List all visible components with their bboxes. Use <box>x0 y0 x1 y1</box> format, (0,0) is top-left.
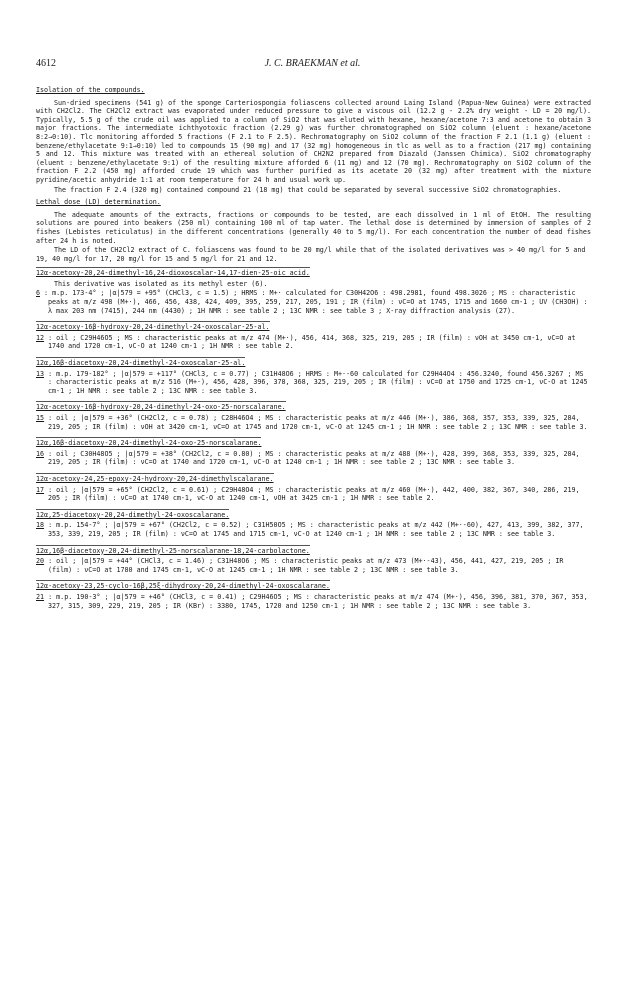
compound-properties: : oil ; C29H46O5 ; MS : characteristic peaks at m/z 474 (M+·), 456, 414, 368, 325, 219, 205 ; IR (film) : νOH at 3450 cm-1, νC=O at 1740 and 1720 cm-1, νC-O at 1240 cm-1 ; 1H NMR : see table 2. <box>44 333 576 351</box>
compound-properties: : oil ; C30H48O5 ; |α|579 = +38° (CH2Cl2, c = 0.80) ; MS : characteristic peaks at m/z 488 (M+·), 428, 399, 368, 353, 339, 325, 284, 219, 205 ; IR (film) : νC=O at 1740 and 1720 cm-1, νC-O at 1240 cm-1 ; 1H NMR : see table 2 ; 13C NMR : see table 3. <box>44 449 580 467</box>
lethal-paragraph-2: The LD of the CH2Cl2 extract of C. foliascens was found to be 20 mg/l while that of the isolated derivatives was > 40 mg/l for 5 and 19, 40 mg/l for 17, 20 mg/l for 15 and 5 mg/l for 21 and 12. <box>36 246 586 263</box>
section-heading-lethal-dose: Lethal dose (LD) determination. <box>36 198 161 207</box>
compound-data <box>36 593 591 610</box>
section-heading-isolation: Isolation of the compounds. <box>36 86 145 94</box>
compound-data <box>36 557 591 574</box>
compound-data <box>36 414 591 431</box>
page-header <box>36 58 589 72</box>
article-body <box>36 86 591 616</box>
compound-entry <box>36 267 591 315</box>
page-number: 4612 <box>36 58 56 69</box>
compound-entry <box>36 509 591 539</box>
compound-data <box>36 289 591 315</box>
compound-properties: : m.p. 173-4° ; |α|579 = +95° (CHCl3, c = 1.5) ; HRMS : M+· calculated for C30H42O6 : 498.2981, found 498.3026 ; MS : characteristic peaks at m/z 498 (M+·), 466, 456, 438, 424, 409, 395, 259, 217, 205, 191 ; IR (film) : νC=O at 1745, 1715 and 1660 cm-1 ; UV (CH3OH) : λ max 203 nm (7415), 244 nm (4430) ; 1H NMR : see table 2 ; 13C NMR : see table 3 ; X-ray diffraction analysis (27). <box>40 289 588 315</box>
compound-number: 21 <box>36 592 45 601</box>
compound-title: 12α,16β-diacetoxy-20,24-dimethyl-24-oxo-25-norscalarane. <box>36 439 262 448</box>
compound-properties: : m.p. 154-7° ; |α|579 = +67° (CH2Cl2, c = 0.52) ; C31H50O5 ; MS : characteristic peaks at m/z 442 (M+·-60), 427, 413, 399, 382, 377, 353, 339, 219, 205 ; IR (film) : νC=O at 1745 and 1715 cm-1, νC-O at 1240 cm-1 ; 1H NMR : see table 2 ; 13C NMR : see table 3. <box>44 521 584 538</box>
compound-entry <box>36 437 591 467</box>
compound-title: 12α,16β-diacetoxy-20,24-dimethyl-24-oxoscalar-25-al. <box>36 359 246 368</box>
compound-number: 15 <box>36 414 45 422</box>
compound-number: 18 <box>36 521 45 530</box>
compound-properties: : oil ; |α|579 = +36° (CH2Cl2, c = 0.78) ; C28H46O4 ; MS : characteristic peaks at m/z 446 (M+·), 386, 368, 357, 353, 339, 325, 284, 219, 205 ; IR (film) : νOH at 3420 cm-1, νC=O at 1745 and 1720 cm-1, νC-O at 1245 cm-1 ; 1H NMR : see table 2 ; 13C NMR : see table 3. <box>44 414 588 431</box>
compound-entry <box>36 357 591 395</box>
compound-data <box>36 450 591 467</box>
compound-title: 12α-acetoxy-16β-hydroxy-20,24-dimethyl-24-oxoscalar-25-al. <box>36 323 270 332</box>
compound-note: This derivative was isolated as its methyl ester (6). <box>54 279 268 288</box>
compound-data <box>36 370 591 396</box>
compound-data <box>36 334 591 351</box>
compound-title: 12α-acetoxy-20,24-dimethyl-16,24-dioxoscalar-14,17-dien-25-oic acid. <box>36 269 310 278</box>
compound-number: 6 <box>36 289 41 298</box>
compound-number: 16 <box>36 449 45 458</box>
isolation-paragraph-1: Sun-dried specimens (541 g) of the sponge Carteriospongia foliascens collected around Laing Island (Papua-New Guinea) were extracted with CH2Cl2. The CH2Cl2 extract was evaporated under reduced pressure to give a viscous oil (12.2 g - 2.2% dry weight - LD = 20 mg/l). Typically, 5.5 g of the crude oil was applied to a column of SiO2 that was eluted with hexane, hexane/acetone 7:3 and acetone to obtain 3 major fractions. The intermediate ichthyotoxic fraction (2.29 g) was further chromatographed on SiO2 column (eluent : hexane/acetone 8:2→0:10). Tlc monitoring afforded 5 fractions (F 2.1 to F 2.5). Rechromatography on SiO2 column of the fraction F 2.1 (1.1 g) (eluent : benzene/ethylacetate 9:1→0:10) led to compounds 15 (90 mg) and 17 (32 mg) homogeneous in tlc as well as to a fraction (217 mg) containing 5 and 12. This mixture was treated with an ethereal solution of CH2N2 prepared from Diazald (Janssen Chimica). SiO2 chromatography (eluent : benzene/ethylacetate 9:1) of the resulting mixture afforded 6 (11 mg) and 12 (70 mg). Rechromatography on SiO2 column of the fraction F 2.2 (450 mg) afforded crude 19 which was further purified as its acetate 20 (32 mg) after treatment with the mixture pyridine/acetic anhydride 1:1 at room temperature for 24 h and usual work up. <box>36 98 591 184</box>
compound-entry <box>36 401 591 431</box>
compound-title: 12α,16β-diacetoxy-20,24-dimethyl-25-norscalarane-18,24-carbolactone. <box>36 546 310 555</box>
compound-properties: : oil ; |α|579 = +44° (CHCl3, c = 1.46) ; C31H48O6 ; MS : characteristic peaks at m/z 473 (M+·-43), 456, 441, 427, 219, 205 ; IR (film) : νC=O at 1780 and 1745 cm-1, νC-O at 1245 cm-1 ; 1H NMR : see table 2 ; 13C NMR : see table 3. <box>44 557 564 574</box>
compound-data <box>36 486 591 503</box>
isolation-paragraph-2: The fraction F 2.4 (320 mg) contained compound 21 (18 mg) that could be separated by several successive SiO2 chromatographies. <box>54 185 562 194</box>
lethal-paragraph-1: The adequate amounts of the extracts, fractions or compounds to be tested, are each dissolved in 1 ml of EtOH. The resulting solutions are poured into beakers (250 ml) containing 100 ml of tap water. The lethal dose is determined by immersion of samples of 2 fishes (Lebistes reticulatus) in the different concentrations (generally 40 to 5 mg/l). For each concentration the number of dead fishes after 24 h is noted. <box>36 210 591 245</box>
compound-entry <box>36 473 591 503</box>
compound-title: 12α-acetoxy-23,25-cyclo-16β,25ξ-dihydroxy-20,24-dimethyl-24-oxoscalarane. <box>36 582 330 591</box>
compound-entry <box>36 580 591 610</box>
compound-title: 12α-acetoxy-24,25-epoxy-24-hydroxy-20,24-dimethylscalarane. <box>36 474 274 483</box>
compound-properties: : oil ; |α|579 = +65° (CH2Cl2, c = 0.61) ; C29H48O4 ; MS : characteristic peaks at m/z 460 (M+·), 442, 400, 382, 367, 340, 286, 219, 205 ; IR (film) : νC=O at 1740 cm-1, νC-O at 1240 cm-1, νOH at 3425 cm-1 ; 1H NMR : see table 2. <box>44 485 580 503</box>
compound-number: 17 <box>36 485 45 494</box>
compound-entry <box>36 545 591 575</box>
compound-properties: : m.p. 179-182° ; |α|579 = +117° (CHCl3, c = 0.77) ; C31H48O6 ; HRMS : M+·-60 calculated for C29H44O4 : 456.3240, found 456.3267 ; MS : characteristic peaks at m/z 516 (M+·), 456, 428, 396, 378, 368, 325, 219, 205 ; IR (film) : νC=O at 1750 and 1725 cm-1, νC-O at 1245 cm-1 ; 1H NMR : see table 2 ; 13C NMR : see table 3. <box>44 369 588 395</box>
compound-entry <box>36 321 591 351</box>
compound-number: 20 <box>36 557 45 566</box>
compound-title: 12α-acetoxy-16β-hydroxy-20,24-dimethyl-24-oxo-25-norscalarane. <box>36 403 286 412</box>
compound-title: 12α,25-diacetoxy-20,24-dimethyl-24-oxoscalarane. <box>36 510 230 519</box>
compound-number: 12 <box>36 333 45 342</box>
running-head: J. C. BRAEKMAN et al. <box>264 58 361 69</box>
compound-data <box>36 521 591 538</box>
compound-number: 13 <box>36 369 45 378</box>
compound-properties: : m.p. 190-3° ; |α|579 = +46° (CHCl3, c = 0.41) ; C29H46O5 ; MS : characteristic peaks at m/z 474 (M+·), 456, 396, 381, 370, 367, 353, 327, 315, 309, 229, 219, 205 ; IR (KBr) : 3380, 1745, 1720 and 1250 cm-1 ; 1H NMR : see table 2 ; 13C NMR : see table 3. <box>44 592 588 610</box>
